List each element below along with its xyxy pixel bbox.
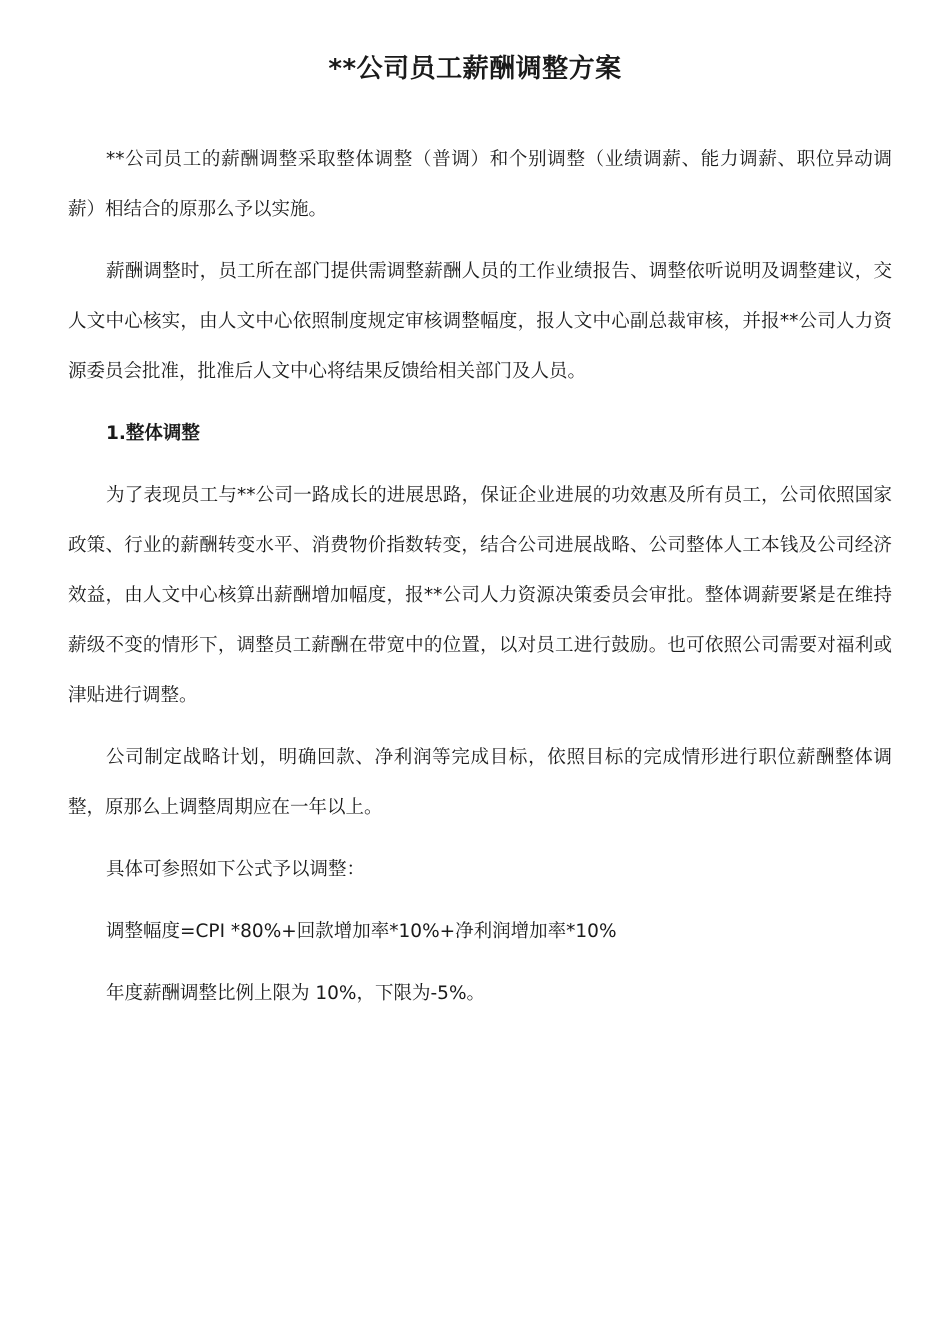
document-title: **公司员工薪酬调整方案 [328, 54, 622, 84]
adjustment-limits: 年度薪酬调整比例上限为 10%，下限为-5%。 [106, 983, 486, 1004]
intro-paragraph: **公司员工的薪酬调整采取整体调整（普调）和个别调整（业绩调薪、能力调薪、职位异动调薪）相结合的原那么予以实施。 [68, 149, 892, 220]
formula: 调整幅度=CPI *80%+回款增加率*10%+净利润增加率*10% [106, 921, 617, 942]
section-heading: 1.整体调整 [106, 423, 200, 444]
formula-intro: 具体可参照如下公式予以调整： [106, 859, 366, 880]
procedure-paragraph: 薪酬调整时，员工所在部门提供需调整薪酬人员的工作业绩报告、调整依听说明及调整建议，交人文中心核实，由人文中心依照制度规定审核调整幅度，报人文中心副总裁审核，并报**公司人力资源委员会批准，批准后人文中心将结果反馈给相关部门及人员。 [68, 261, 892, 382]
overall-adjustment-paragraph: 为了表现员工与**公司一路成长的进展思路，保证企业进展的功效惠及所有员工，公司依照国家政策、行业的薪酬转变水平、消费物价指数转变，结合公司进展战略、公司整体人工本钱及公司经济效益，由人文中心核算出薪酬增加幅度，报**公司人力资源决策委员会审批。整体调薪要紧是在维持薪级不变的情形下，调整员工薪酬在带宽中的位置，以对员工进行鼓励。也可依照公司需要对福利或津贴进行调整。 [68, 485, 892, 706]
strategy-paragraph: 公司制定战略计划，明确回款、净利润等完成目标，依照目标的完成情形进行职位薪酬整体调整，原那么上调整周期应在一年以上。 [68, 747, 892, 818]
